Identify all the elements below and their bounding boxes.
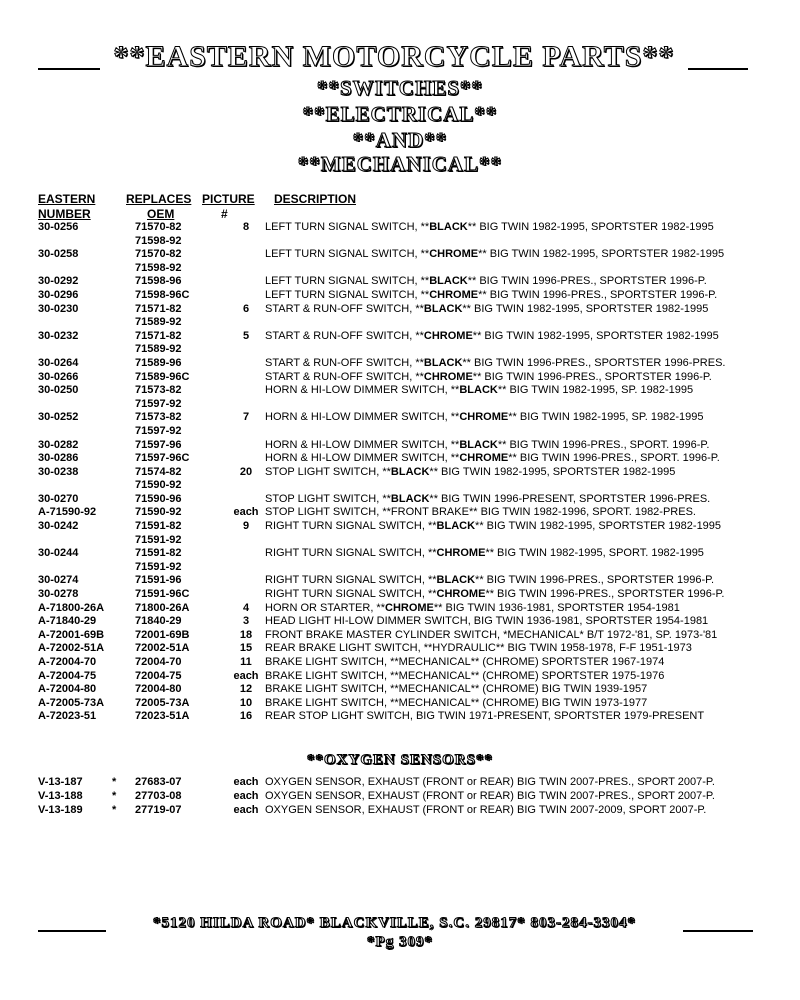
picture-number [230, 479, 262, 493]
sensor-description: OXYGEN SENSOR, EXHAUST (FRONT or REAR) BIG TWIN 2007-PRES., SPORT 2007-P. [265, 776, 715, 788]
table-row [38, 330, 725, 344]
oem-number: 71591-96 [135, 574, 182, 587]
picture-number [230, 343, 262, 357]
part-description [262, 710, 725, 724]
part-description [262, 343, 725, 357]
table-row [38, 303, 725, 317]
description-fitment: ** BIG TWIN 1982-1995, SPORTSTER 1982-1995 [475, 520, 722, 533]
table-row [38, 697, 725, 711]
oem-number: 72001-69B [135, 628, 190, 641]
picture-number [230, 371, 262, 385]
picture-number [230, 275, 262, 289]
part-number: A-72004-80 [38, 683, 97, 696]
part-description [262, 561, 725, 575]
part-description [262, 275, 725, 289]
picture-number: 12 [239, 683, 253, 696]
description-text: RIGHT TURN SIGNAL SWITCH, ** [265, 547, 437, 560]
part-description [262, 506, 725, 520]
part-number: 30-0282 [38, 438, 79, 451]
table-row [38, 629, 725, 643]
sensor-description: OXYGEN SENSOR, EXHAUST (FRONT or REAR) BIG TWIN 2007-2009, SPORT 2007-P. [265, 804, 707, 816]
picture-number [230, 289, 262, 303]
part-number [38, 235, 135, 249]
sensor-oem-number: 27683-07 [135, 776, 182, 788]
oem-number: 72004-70 [135, 656, 182, 668]
picture-number: 16 [239, 710, 253, 723]
description-text: START & RUN-OFF SWITCH, ** [265, 356, 424, 369]
sensor-oem-number: 27719-07 [135, 804, 182, 816]
oem-number: 71597-92 [135, 424, 182, 437]
table-row [38, 411, 725, 425]
sensor-description: OXYGEN SENSOR, EXHAUST (FRONT or REAR) BIG TWIN 2007-PRES., SPORT 2007-P. [265, 790, 715, 802]
part-number: A-72002-51A [38, 642, 105, 655]
picture-number: each [233, 669, 259, 682]
picture-number [230, 262, 262, 276]
part-number: 30-0258 [38, 248, 79, 261]
table-row [38, 588, 725, 602]
oem-number: 71589-92 [135, 343, 182, 356]
description-finish: CHROME [429, 288, 479, 301]
part-number: 30-0296 [38, 288, 79, 301]
oem-number: 71591-92 [135, 533, 182, 546]
part-description [262, 683, 725, 697]
description-text: HORN & HI-LOW DIMMER SWITCH, ** [265, 452, 460, 465]
part-number: 30-0232 [38, 329, 79, 342]
table-row [38, 506, 725, 520]
part-number [38, 561, 135, 575]
table-row [38, 534, 725, 548]
picture-number: 5 [242, 329, 250, 342]
table-row [38, 439, 725, 453]
page-footer [38, 912, 753, 934]
picture-number: 15 [239, 642, 253, 655]
part-number: 30-0292 [38, 275, 79, 288]
description-finish: CHROME [385, 601, 434, 614]
part-number: A-71840-29 [38, 615, 97, 628]
part-description [262, 425, 725, 439]
part-number: A-72001-69B [38, 628, 105, 641]
part-number: A-72004-70 [38, 656, 97, 668]
oem-number: 71571-82 [135, 329, 182, 342]
picture-number [230, 493, 262, 507]
description-text: REAR BRAKE LIGHT SWITCH, **HYDRAULIC** BIG TWIN 1958-1978, F-F 1951-1973 [265, 642, 692, 655]
description-finish: BLACK [436, 520, 476, 533]
oem-number: 71591-96C [135, 588, 190, 601]
oem-number: 72002-51A [135, 642, 190, 655]
description-text: BRAKE LIGHT SWITCH, **MECHANICAL** (CHROME) BIG TWIN 1939-1957 [265, 683, 648, 696]
table-row [38, 683, 725, 697]
picture-number [230, 588, 262, 602]
description-text: RIGHT TURN SIGNAL SWITCH, ** [265, 588, 437, 601]
picture-number: 6 [242, 302, 250, 315]
picture-number [230, 398, 262, 412]
picture-number: 9 [242, 520, 250, 533]
column-header-eastern: EASTERN [38, 192, 96, 206]
sensor-part-number: V-13-187 [38, 776, 83, 788]
table-row [38, 357, 725, 371]
table-row [38, 425, 725, 439]
description-finish: CHROME [459, 452, 509, 465]
part-number [38, 425, 135, 439]
part-number: 30-0230 [38, 302, 79, 315]
part-number: 30-0264 [38, 356, 79, 369]
part-description [262, 439, 725, 453]
part-description [262, 479, 725, 493]
oem-number: 71590-92 [135, 479, 182, 492]
part-description [262, 670, 725, 684]
oem-number: 71589-96C [135, 370, 190, 383]
oem-number: 71598-96 [135, 275, 182, 288]
description-finish: BLACK [429, 275, 468, 288]
picture-number [230, 439, 262, 453]
description-fitment: ** BIG TWIN 1936-1981, SPORTSTER 1954-1981 [433, 601, 680, 614]
description-text: LEFT TURN SIGNAL SWITCH, ** [265, 275, 430, 288]
part-description [262, 493, 725, 507]
description-finish: BLACK [423, 356, 463, 369]
description-finish: BLACK [423, 302, 463, 315]
column-header-oem: OEM [147, 207, 175, 221]
table-row [38, 789, 715, 803]
table-row [38, 275, 725, 289]
table-row [38, 235, 725, 249]
part-number: 30-0270 [38, 492, 79, 505]
part-description [262, 398, 725, 412]
description-text: REAR STOP LIGHT SWITCH, BIG TWIN 1971-PRESENT, SPORTSTER 1979-PRESENT [265, 710, 705, 723]
picture-number [230, 574, 262, 588]
description-fitment: ** BIG TWIN 1982-1995, SPORT. 1982-1995 [485, 547, 704, 560]
oem-number: 71598-92 [135, 234, 182, 247]
part-description [262, 602, 725, 616]
part-description [262, 520, 725, 534]
part-number: 30-0274 [38, 574, 79, 587]
picture-number: each [233, 506, 259, 519]
description-text: LEFT TURN SIGNAL SWITCH, ** [265, 221, 430, 233]
description-fitment: ** BIG TWIN 1982-1995, SPORTSTER 1982-1995 [472, 329, 719, 342]
part-number: A-72005-73A [38, 696, 105, 709]
description-fitment: ** BIG TWIN 1982-1995, SPORTSTER 1982-1995 [462, 302, 709, 315]
oem-number: 71598-92 [135, 261, 182, 274]
picture-number [230, 316, 262, 330]
description-finish: BLACK [459, 438, 498, 451]
table-row [38, 316, 725, 330]
subtitle-and: **AND** [352, 128, 448, 152]
picture-number [230, 561, 262, 575]
description-fitment: ** BIG TWIN 1982-1995, SP. 1982-1995 [497, 384, 694, 397]
picture-number [230, 452, 262, 466]
part-description [262, 534, 725, 548]
part-description [262, 547, 725, 561]
oem-number: 71591-82 [135, 547, 182, 560]
sensor-part-number: V-13-189 [38, 804, 83, 816]
picture-number [230, 534, 262, 548]
description-finish: CHROME [423, 370, 473, 383]
description-text: STOP LIGHT SWITCH, **FRONT BRAKE** BIG TWIN 1982-1996, SPORT. 1982-PRES. [265, 506, 696, 519]
description-text: RIGHT TURN SIGNAL SWITCH, ** [265, 574, 437, 587]
part-description [262, 330, 725, 344]
part-number [38, 316, 135, 330]
part-description [262, 221, 725, 235]
table-row [38, 466, 725, 480]
description-fitment: ** BIG TWIN 1996-PRES., SPORTSTER 1996-P. [475, 574, 715, 587]
picture-number [230, 235, 262, 249]
description-finish: CHROME [436, 547, 486, 560]
table-row [38, 479, 725, 493]
picture-number [230, 425, 262, 439]
picture-number: 7 [242, 411, 250, 424]
part-description [262, 466, 725, 480]
part-description [262, 235, 725, 249]
description-text: STOP LIGHT SWITCH, ** [265, 492, 391, 505]
description-text: BRAKE LIGHT SWITCH, **MECHANICAL** (CHROME) SPORTSTER 1967-1974 [265, 656, 665, 668]
table-row [38, 803, 715, 817]
table-row [38, 670, 725, 684]
subtitle-mechanical: **MECHANICAL** [297, 152, 503, 176]
description-fitment: ** BIG TWIN 1996-PRESENT, SPORTSTER 1996-PRES. [429, 492, 711, 505]
picture-number: 11 [240, 656, 252, 668]
picture-number [230, 384, 262, 398]
description-text: LEFT TURN SIGNAL SWITCH, ** [265, 248, 430, 261]
footer-address: *5120 HILDA ROAD* BLACKVILLE, S.C. 29817* 803-284-3304* [153, 915, 636, 931]
picture-number [230, 357, 262, 371]
oem-number: 71590-92 [135, 506, 182, 519]
column-header-replaces: REPLACES [126, 192, 192, 206]
part-number: 30-0244 [38, 547, 79, 560]
column-header-picture: PICTURE [202, 192, 255, 206]
table-row [38, 602, 725, 616]
oem-number: 71597-96 [135, 438, 182, 451]
part-number: 30-0242 [38, 520, 79, 533]
part-number: 30-0266 [38, 370, 79, 383]
table-row [38, 262, 725, 276]
description-text: START & RUN-OFF SWITCH, ** [265, 329, 424, 342]
oem-number: 71571-82 [135, 302, 182, 315]
part-description [262, 289, 725, 303]
description-text: START & RUN-OFF SWITCH, ** [265, 370, 424, 383]
subtitle-switches: **SWITCHES** [316, 76, 484, 100]
part-number: 30-0252 [38, 411, 79, 424]
header-rule-left [38, 68, 100, 70]
part-number: 30-0278 [38, 588, 79, 601]
table-row [38, 398, 725, 412]
oxygen-sensors-heading: **OXYGEN SENSORS** [307, 752, 493, 768]
description-finish: BLACK [459, 384, 498, 397]
description-fitment: ** BIG TWIN 1996-PRES., SPORTSTER 1996-P. [485, 588, 725, 601]
picture-number: 3 [242, 615, 250, 628]
description-finish: CHROME [459, 411, 509, 424]
oem-number: 71597-96C [135, 452, 190, 465]
oem-number: 71589-92 [135, 316, 182, 329]
part-number [38, 343, 135, 357]
description-text: START & RUN-OFF SWITCH, ** [265, 302, 424, 315]
part-description [262, 574, 725, 588]
oem-number: 71840-29 [135, 615, 182, 628]
asterisk-mark: * [112, 790, 117, 802]
column-header-number: NUMBER [38, 207, 91, 221]
oem-number: 72023-51A [135, 710, 190, 723]
table-row [38, 775, 715, 789]
part-number: A-72023-51 [38, 710, 97, 723]
oem-number: 71591-82 [135, 520, 182, 533]
oem-number: 72004-75 [135, 669, 182, 682]
part-description [262, 588, 725, 602]
oem-number: 71598-96C [135, 288, 190, 301]
picture-number [230, 547, 262, 561]
part-number [38, 479, 135, 493]
description-fitment: ** BIG TWIN 1996-PRES., SPORTSTER 1996-P. [467, 275, 707, 288]
part-description [262, 248, 725, 262]
oem-number: 71597-92 [135, 397, 182, 410]
part-number [38, 534, 135, 548]
subtitle-electrical: **ELECTRICAL** [302, 102, 498, 126]
part-number [38, 398, 135, 412]
table-row [38, 574, 725, 588]
oem-number: 71573-82 [135, 411, 182, 424]
oem-number: 71570-82 [135, 248, 182, 261]
table-row [38, 656, 725, 670]
description-finish: CHROME [423, 329, 473, 342]
description-finish: CHROME [436, 588, 486, 601]
part-number: A-71590-92 [38, 506, 97, 519]
sensor-picture: each [233, 776, 259, 788]
description-text: HORN OR STARTER, ** [265, 601, 385, 614]
page-number: *Pg 309* [367, 934, 433, 950]
table-row [38, 384, 725, 398]
part-description [262, 384, 725, 398]
oem-number: 71570-82 [135, 221, 182, 233]
part-description [262, 615, 725, 629]
part-description [262, 262, 725, 276]
part-number: 30-0286 [38, 452, 79, 465]
picture-number: 20 [239, 465, 253, 478]
table-row [38, 343, 725, 357]
part-description [262, 303, 725, 317]
part-description [262, 357, 725, 371]
picture-number [230, 248, 262, 262]
table-row [38, 561, 725, 575]
part-number: 30-0250 [38, 384, 79, 397]
part-description [262, 656, 725, 670]
sensor-oem-number: 27703-08 [135, 790, 182, 802]
sensor-picture: each [233, 804, 259, 816]
description-text: BRAKE LIGHT SWITCH, **MECHANICAL** (CHROME) SPORTSTER 1975-1976 [265, 669, 665, 682]
table-row [38, 642, 725, 656]
picture-number: 4 [242, 601, 250, 614]
description-text: RIGHT TURN SIGNAL SWITCH, ** [265, 520, 437, 533]
column-header-description: DESCRIPTION [274, 192, 357, 206]
part-number: 30-0256 [38, 221, 79, 233]
table-row [38, 371, 725, 385]
table-row [38, 710, 725, 724]
asterisk-mark: * [112, 776, 117, 788]
description-finish: BLACK [436, 574, 476, 587]
description-finish: BLACK [390, 492, 430, 505]
description-text: HEAD LIGHT HI-LOW DIMMER SWITCH, BIG TWIN 1936-1981, SPORTSTER 1954-1981 [265, 615, 709, 628]
oem-number: 71591-92 [135, 560, 182, 573]
table-row [38, 493, 725, 507]
table-row [38, 615, 725, 629]
description-fitment: ** BIG TWIN 1996-PRES., SPORTSTER 1996-P. [478, 288, 718, 301]
picture-number: 18 [239, 628, 253, 641]
oem-number: 72005-73A [135, 696, 190, 709]
table-row [38, 221, 725, 235]
description-text: LEFT TURN SIGNAL SWITCH, ** [265, 288, 430, 301]
description-finish: CHROME [429, 248, 479, 261]
table-row [38, 452, 725, 466]
description-fitment: ** BIG TWIN 1982-1995, SPORTSTER 1982-1995 [478, 248, 725, 261]
part-description [262, 697, 725, 711]
description-finish: BLACK [390, 465, 430, 478]
sensor-picture: each [233, 790, 259, 802]
description-fitment: ** BIG TWIN 1996-PRES., SPORT. 1996-P. [508, 452, 720, 465]
parts-table [38, 221, 725, 724]
oem-number: 71800-26A [135, 601, 190, 614]
description-fitment: ** BIG TWIN 1996-PRES., SPORT. 1996-P. [497, 438, 710, 451]
part-description [262, 452, 725, 466]
description-fitment: ** BIG TWIN 1982-1995, SPORTSTER 1982-1995 [467, 221, 714, 233]
table-row [38, 520, 725, 534]
part-description [262, 371, 725, 385]
description-text: FRONT BRAKE MASTER CYLINDER SWITCH, *MECHANICAL* B/T 1972-'81, SP. 1973-'81 [265, 628, 718, 641]
sensor-part-number: V-13-188 [38, 790, 83, 802]
part-number: A-72004-75 [38, 669, 97, 682]
oem-number: 71574-82 [135, 465, 182, 478]
oem-number: 71590-96 [135, 492, 182, 505]
table-row [38, 289, 725, 303]
column-header-picture-hash: # [221, 207, 228, 221]
picture-number: 10 [239, 696, 253, 709]
table-row [38, 547, 725, 561]
description-fitment: ** BIG TWIN 1996-PRES., SPORTSTER 1996-P. [472, 370, 712, 383]
part-description [262, 629, 725, 643]
description-text: HORN & HI-LOW DIMMER SWITCH, ** [265, 384, 460, 397]
description-finish: BLACK [429, 221, 468, 233]
part-number: 30-0238 [38, 465, 79, 478]
description-fitment: ** BIG TWIN 1982-1995, SP. 1982-1995 [508, 411, 704, 424]
description-fitment: ** BIG TWIN 1982-1995, SPORTSTER 1982-1995 [429, 465, 676, 478]
description-text: STOP LIGHT SWITCH, ** [265, 465, 391, 478]
description-text: BRAKE LIGHT SWITCH, **MECHANICAL** (CHROME) BIG TWIN 1973-1977 [265, 696, 648, 709]
asterisk-mark: * [112, 804, 117, 816]
part-description [262, 642, 725, 656]
description-text: HORN & HI-LOW DIMMER SWITCH, ** [265, 411, 460, 424]
description-fitment: ** BIG TWIN 1996-PRES., SPORTSTER 1996-PRES. [462, 356, 726, 369]
description-text: HORN & HI-LOW DIMMER SWITCH, ** [265, 438, 460, 451]
oem-number: 71573-82 [135, 384, 182, 397]
part-description [262, 411, 725, 425]
table-row [38, 248, 725, 262]
page-title: **EASTERN MOTORCYCLE PARTS** [113, 40, 675, 73]
oem-number: 72004-80 [135, 683, 182, 696]
oem-number: 71589-96 [135, 356, 182, 369]
part-number: A-71800-26A [38, 601, 105, 614]
oxygen-sensors-table [38, 775, 715, 817]
part-number [38, 262, 135, 276]
part-description [262, 316, 725, 330]
header-rule-right [688, 68, 748, 70]
picture-number: 8 [242, 221, 250, 233]
page-header [38, 40, 748, 74]
